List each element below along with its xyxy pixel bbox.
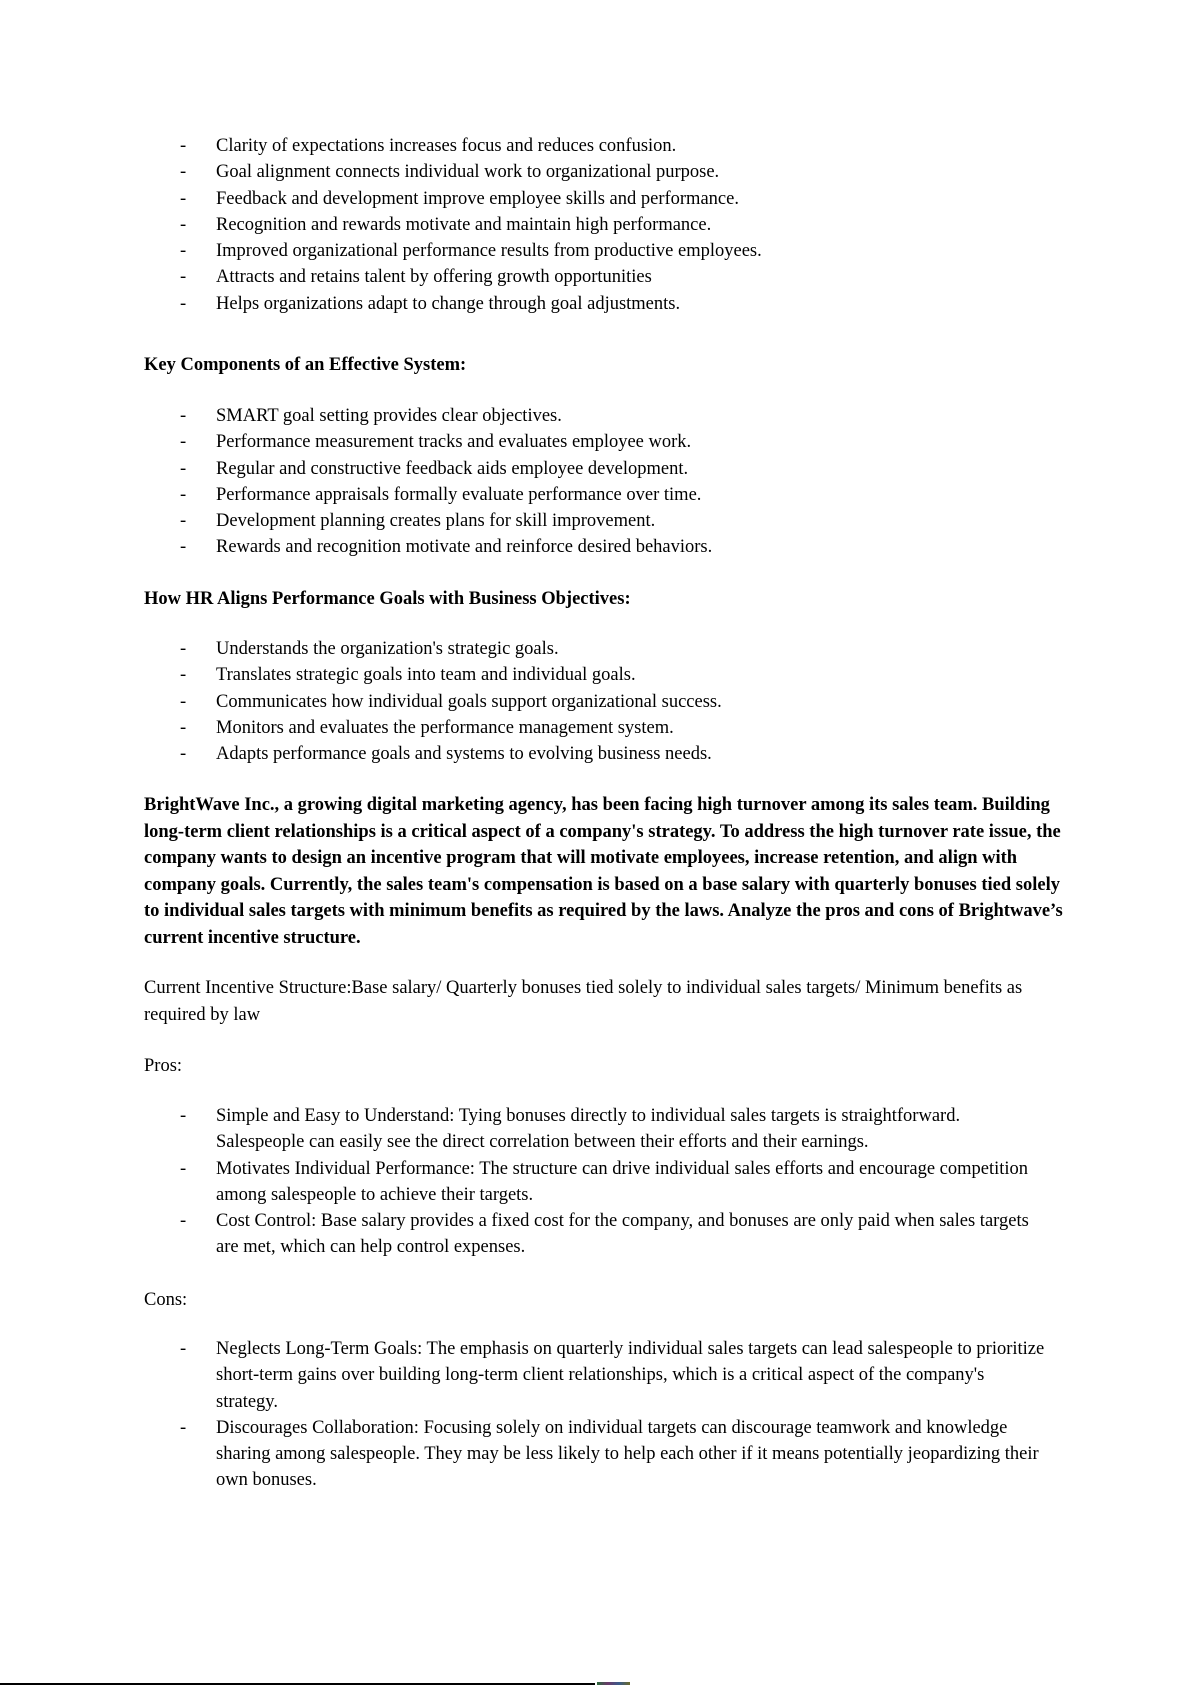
- list-item: - Attracts and retains talent by offering growth opportunities: [144, 264, 1064, 290]
- list-item: - Translates strategic goals into team and individual goals.: [144, 662, 1064, 688]
- list-item: - Performance measurement tracks and evaluates employee work.: [144, 429, 1064, 455]
- bullet-dash: -: [180, 241, 187, 262]
- list-item: - Recognition and rewards motivate and maintain high performance.: [144, 212, 1064, 238]
- list-item: - Feedback and development improve employee skills and performance.: [144, 186, 1064, 212]
- list-item: - Simple and Easy to Understand: Tying bonuses directly to individual sales targets is straightforward. Salespeople can easily see the direct correlation between their efforts and their earnings.: [144, 1103, 1049, 1156]
- cons-heading: Cons:: [144, 1290, 188, 1310]
- key-components-heading: Key Components of an Effective System:: [144, 355, 467, 375]
- bullet-dash: -: [180, 293, 187, 314]
- bullet-dash: -: [180, 484, 187, 505]
- hr-alignment-list: [144, 636, 1064, 767]
- bullet-dash: -: [180, 1417, 187, 1438]
- bullet-dash: -: [180, 188, 187, 209]
- cons-list: [144, 1336, 1049, 1494]
- list-item: - Cost Control: Base salary provides a fixed cost for the company, and bonuses are only paid when sales targets are met, which can help control expenses.: [144, 1208, 1049, 1261]
- bullet-dash: -: [180, 691, 187, 712]
- bullet-dash: -: [180, 537, 187, 558]
- list-item: - Improved organizational performance results from productive employees.: [144, 238, 1064, 264]
- bullet-dash: -: [180, 717, 187, 738]
- bullet-dash: -: [180, 665, 187, 686]
- list-item: - Regular and constructive feedback aids employee development.: [144, 456, 1064, 482]
- list-item: - Motivates Individual Performance: The structure can drive individual sales efforts and encourage competition among salespeople to achieve their targets.: [144, 1156, 1049, 1209]
- key-components-list: [144, 403, 1064, 561]
- bullet-dash: -: [180, 162, 187, 183]
- list-item: - Adapts performance goals and systems to evolving business needs.: [144, 741, 1064, 767]
- bullet-dash: -: [180, 1211, 187, 1232]
- list-item: - SMART goal setting provides clear objectives.: [144, 403, 1064, 429]
- bullet-dash: -: [180, 267, 187, 288]
- bullet-dash: -: [180, 744, 187, 765]
- list-item: - Helps organizations adapt to change through goal adjustments.: [144, 291, 1064, 317]
- list-item: - Discourages Collaboration: Focusing solely on individual targets can discourage teamwork and knowledge sharing among salespeople. They may be less likely to help each other if it means potentially jeopardizing their own bonuses.: [144, 1415, 1049, 1494]
- list-item: - Development planning creates plans for skill improvement.: [144, 508, 1064, 534]
- hr-alignment-heading: How HR Aligns Performance Goals with Business Objectives:: [144, 589, 631, 609]
- current-structure: Current Incentive Structure:Base salary/ Quarterly bonuses tied solely to individual sales targets/ Minimum benefits as required by law: [144, 978, 1023, 1025]
- bullet-dash: -: [180, 136, 187, 156]
- bullet-dash: -: [180, 406, 187, 426]
- benefits-list: [144, 133, 1064, 317]
- bullet-dash: -: [180, 458, 187, 479]
- pros-heading: Pros:: [144, 1056, 183, 1076]
- bullet-dash: -: [180, 214, 187, 235]
- bullet-dash: -: [180, 1339, 187, 1359]
- list-item: - Monitors and evaluates the performance management system.: [144, 715, 1064, 741]
- bullet-dash: -: [180, 511, 187, 532]
- list-item: - Goal alignment connects individual work to organizational purpose.: [144, 159, 1064, 185]
- pros-list: [144, 1103, 1049, 1261]
- bullet-dash: -: [180, 1158, 187, 1179]
- bullet-dash: -: [180, 432, 187, 453]
- list-item: - Performance appraisals formally evaluate performance over time.: [144, 482, 1064, 508]
- list-item: - Understands the organization's strategic goals.: [144, 636, 1064, 662]
- list-item: - Neglects Long-Term Goals: The emphasis on quarterly individual sales targets can lead salespeople to prioritize short-term gains over building long-term client relationships, which is a critical aspect of the company's strategy.: [144, 1336, 1049, 1415]
- list-item: - Clarity of expectations increases focus and reduces confusion.: [144, 133, 1064, 159]
- bullet-dash: -: [180, 639, 187, 659]
- list-item: - Communicates how individual goals support organizational success.: [144, 689, 1064, 715]
- case-prompt: BrightWave Inc., a growing digital marketing agency, has been facing high turnover among its sales team. Building long-term client relationships is a critical aspect of a company's strategy. To address the high turnover rate issue, the company wants to design an incentive program that will motivate employees, increase retention, and align with company goals. Currently, the sales team's compensation is based on a base salary with quarterly bonuses tied solely to individual sales targets with minimum benefits as required by the laws. Analyze the pros and cons of Brightwave’s current incentive structure.: [144, 795, 1063, 948]
- bullet-dash: -: [180, 1106, 187, 1126]
- list-item: - Rewards and recognition motivate and reinforce desired behaviors.: [144, 534, 1064, 560]
